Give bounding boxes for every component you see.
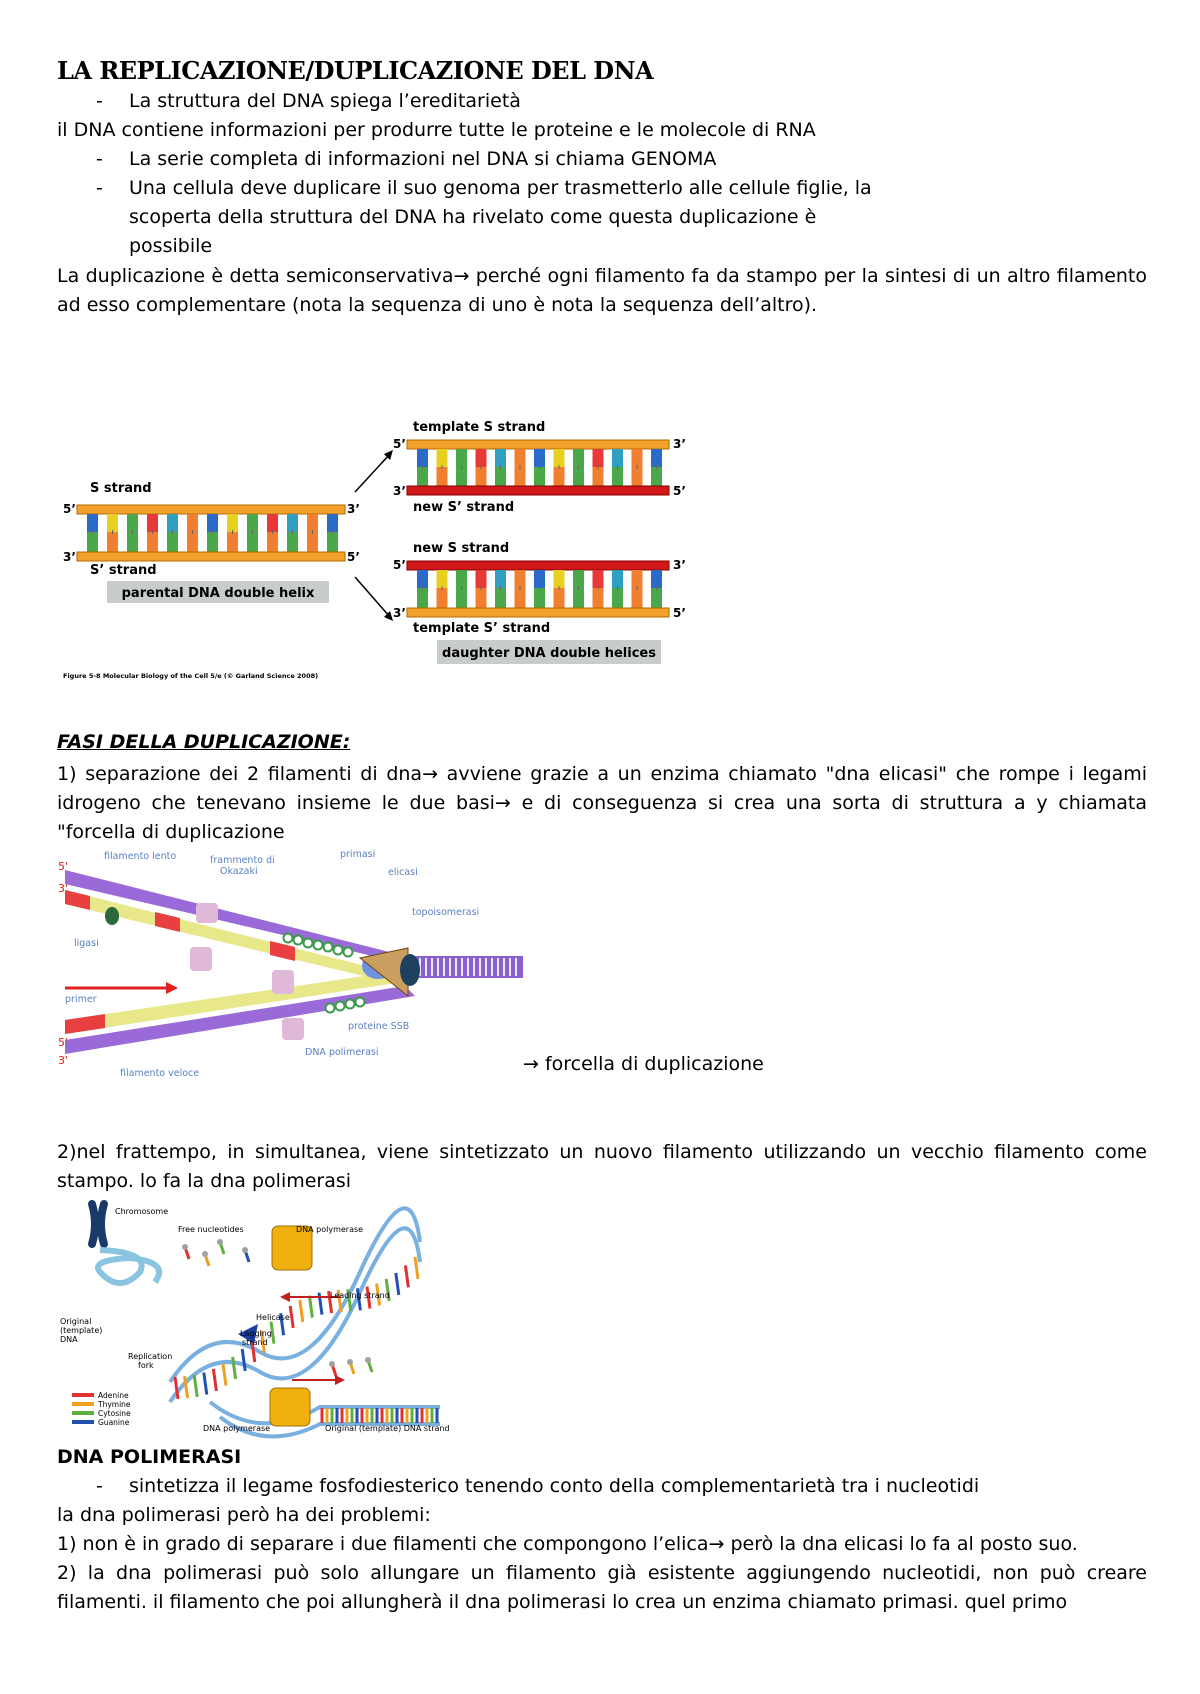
label-3prime: 3' (58, 1054, 69, 1067)
paragraph-semiconservativa: La duplicazione è detta semiconservativa→ perché ogni filamento fa da stampo per la sintesi di un altro filamento ad esso complementare (nota la sequenza di uno è nota la sequenza dell’altro). (57, 265, 1147, 316)
label-dna-polimerasi: DNA polimerasi (305, 1047, 379, 1058)
paragraph-fase-1: 1) separazione dei 2 filamenti di dna→ avviene grazie a un enzima chiamato "dna elicasi" che rompe i legami idrogeno che tenevano insieme le due basi→ e di conseguenza si crea una sorta di struttura a y chiamata "forcella di duplicazione (57, 763, 1147, 843)
legend-label: Cytosine (98, 1409, 131, 1418)
label-s-prime-strand: S’ strand (90, 563, 157, 578)
page-title: LA REPLICAZIONE/DUPLICAZIONE DEL DNA (57, 56, 654, 85)
label-frammento: frammento di (210, 855, 275, 866)
label-5prime: 5' (58, 860, 69, 873)
figure-replication-fork (60, 848, 525, 1080)
label-original-template: Original (template) DNA strand (325, 1424, 450, 1433)
bullet-dash: - (96, 90, 103, 112)
bullet-dash: - (96, 177, 103, 199)
label-5prime: 5’ (673, 606, 686, 620)
heading-fasi: FASI DELLA DUPLICAZIONE: (57, 731, 351, 753)
label-new-s-prime: new S’ strand (413, 500, 515, 515)
figure-caption: Figure 5-8 Molecular Biology of the Cell 5/e (© Garland Science 2008) (63, 672, 319, 680)
label-topoisomerasi: topoisomerasi (412, 907, 480, 918)
legend-swatch (72, 1420, 94, 1424)
label-daughter: daughter DNA double helices (442, 646, 656, 661)
heading-dna-polimerasi: DNA POLIMERASI (57, 1446, 242, 1468)
label-lagging-1: Lagging (240, 1329, 272, 1338)
label-5prime: 5’ (347, 550, 360, 564)
label-chromosome: Chromosome (115, 1207, 169, 1216)
figure-dna-polymerase (60, 1202, 460, 1434)
label-elicasi: elicasi (388, 867, 418, 878)
label-original-3: DNA (60, 1335, 78, 1344)
caption-forcella: → forcella di duplicazione (523, 1053, 764, 1075)
label-3prime: 3' (58, 882, 69, 895)
bullet-duplicazione-genoma: Una cellula deve duplicare il suo genoma per trasmetterlo alle cellule figlie, la scoperta della struttura del DNA ha rivelato come questa duplicazione è possibile (129, 177, 872, 257)
label-s-strand: S strand (90, 481, 152, 496)
bullet-genoma: La serie completa di informazioni nel DNA si chiama GENOMA (129, 148, 717, 170)
label-primasi: primasi (340, 849, 376, 860)
label-filamento-veloce: filamento veloce (120, 1068, 200, 1079)
label-3prime: 3’ (347, 502, 360, 516)
label-lagging-2: strand (242, 1338, 268, 1347)
label-3prime: 3’ (393, 484, 406, 498)
legend-swatch (72, 1411, 94, 1415)
legend-label: Guanine (98, 1418, 130, 1427)
legend-label: Thymine (98, 1400, 131, 1409)
text-line-informazioni: il DNA contiene informazioni per produrre tutte le proteine e le molecole di RNA (57, 119, 816, 141)
label-helicase: Helicase (256, 1313, 290, 1322)
bullet-ereditarieta: La struttura del DNA spiega l’ereditarietà (129, 90, 521, 112)
label-dna-polymerase-top: DNA polymerase (296, 1225, 364, 1234)
label-5prime: 5’ (393, 558, 406, 572)
label-proteine-ssb: proteine SSB (348, 1021, 410, 1032)
label-new-s: new S strand (413, 541, 510, 556)
label-3prime: 3’ (63, 550, 76, 564)
label-5prime: 5' (58, 1036, 69, 1049)
label-parental: parental DNA double helix (121, 586, 315, 601)
legend-label: Adenine (98, 1391, 129, 1400)
figure-semiconservative-replication (55, 412, 715, 682)
label-leading-strand: Leading strand (330, 1291, 390, 1300)
bullet-dash: - (96, 1475, 103, 1497)
label-replication-2: fork (138, 1361, 154, 1370)
label-primer: primer (65, 994, 97, 1005)
label-ligasi: ligasi (74, 938, 99, 949)
label-replication-1: Replication (128, 1352, 173, 1361)
label-original-1: Original (60, 1317, 92, 1326)
dna-base-legend (72, 1391, 131, 1427)
label-okazaki: Okazaki (220, 866, 258, 877)
paragraph-fase-2: 2)nel frattempo, in simultanea, viene sintetizzato un nuovo filamento utilizzando un vecchio filamento come stampo. lo fa la dna polimerasi (57, 1141, 1147, 1192)
label-3prime: 3’ (673, 558, 686, 572)
label-5prime: 5’ (393, 437, 406, 451)
label-5prime: 5’ (673, 484, 686, 498)
paragraph-problema-2: 2) la dna polimerasi può solo allungare un filamento già esistente aggiungendo nucleotidi, non può creare filamenti. il filamento che poi allungherà il dna polimerasi lo crea un enzima chiamato primasi. quel primo (57, 1562, 1147, 1613)
label-filamento-lento: filamento lento (104, 851, 177, 862)
label-free-nucleotides: Free nucleotides (178, 1225, 244, 1234)
label-template-s: template S strand (413, 420, 546, 435)
label-template-s-prime: template S’ strand (413, 621, 551, 636)
bullet-dash: - (96, 148, 103, 170)
label-original-2: (template) (60, 1326, 103, 1335)
legend-swatch (72, 1402, 94, 1406)
text-problema-1: 1) non è in grado di separare i due filamenti che compongono l’elica→ però la dna elicasi lo fa al posto suo. (57, 1533, 1078, 1555)
label-dna-polymerase-bottom: DNA polymerase (203, 1424, 271, 1433)
label-3prime: 3’ (393, 606, 406, 620)
label-3prime: 3’ (673, 437, 686, 451)
legend-swatch (72, 1393, 94, 1397)
bullet-fosfodiesterico: sintetizza il legame fosfodiesterico tenendo conto della complementarietà tra i nucleotidi (129, 1475, 980, 1497)
text-problemi: la dna polimerasi però ha dei problemi: (57, 1504, 431, 1526)
label-5prime: 5’ (63, 502, 76, 516)
